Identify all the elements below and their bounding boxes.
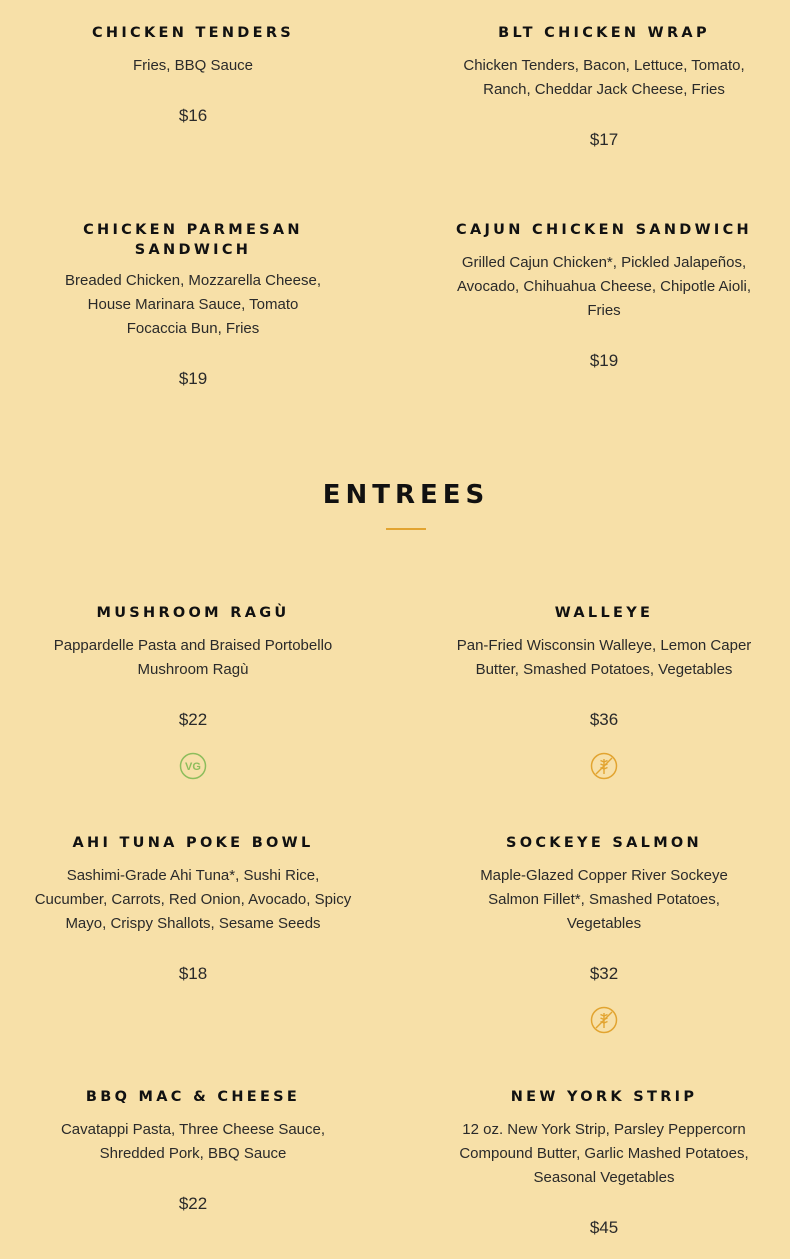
item-name: CAJUN CHICKEN SANDWICH (456, 222, 752, 238)
item-price: $36 (589, 710, 619, 729)
menu-item-chicken-parmesan-sandwich (58, 220, 328, 391)
item-name: WALLEYE (554, 605, 654, 621)
item-description: Cavatappi Pasta, Three Cheese Sauce, Shredded Pork, BBQ Sauce (60, 1121, 326, 1162)
item-description: Sashimi-Grade Ahi Tuna*, Sushi Rice, Cucumber, Carrots, Red Onion, Avocado, Spicy Mayo, Crispy Shallots, Sesame Seeds (34, 867, 352, 932)
item-description: Grilled Cajun Chicken*, Pickled Jalapeños, Avocado, Chihuahua Cheese, Chipotle Aioli, Fries (456, 254, 752, 319)
menu-item-walleye (449, 603, 759, 785)
menu-item-sockeye-salmon (449, 833, 759, 1039)
item-price: $19 (178, 369, 208, 388)
menu-item-new-york-strip (449, 1087, 759, 1240)
item-price: $19 (589, 351, 619, 370)
item-description: Chicken Tenders, Bacon, Lettuce, Tomato, Ranch, Cheddar Jack Cheese, Fries (463, 57, 745, 98)
menu-item-cajun-chicken-sandwich (449, 220, 759, 373)
item-name: SOCKEYE SALMON (505, 835, 702, 851)
gluten-free-icon (590, 752, 618, 780)
item-price: $22 (178, 710, 208, 729)
item-description: Maple-Glazed Copper River Sockeye Salmon Fillet*, Smashed Potatoes, Vegetables (480, 867, 728, 932)
menu-item-ahi-tuna-poke-bowl (33, 833, 353, 986)
section-title-entrees: ENTREES (322, 480, 490, 510)
item-description: Pan-Fried Wisconsin Walleye, Lemon Caper Butter, Smashed Potatoes, Vegetables (456, 637, 752, 678)
section-divider (386, 528, 426, 530)
item-name: BLT CHICKEN WRAP (498, 25, 710, 41)
item-price: $45 (589, 1218, 619, 1237)
item-price: $16 (178, 106, 208, 125)
item-description: Breaded Chicken, Mozzarella Cheese, House Marinara Sauce, Tomato Focaccia Bun, Fries (65, 272, 321, 337)
menu-item-bbq-mac-cheese (48, 1087, 338, 1216)
item-name: AHI TUNA POKE BOWL (72, 835, 314, 851)
item-price: $22 (178, 1194, 208, 1213)
item-name: BBQ MAC & CHEESE (85, 1089, 301, 1105)
item-name: MUSHROOM RAGÙ (96, 605, 290, 621)
menu-item-blt-chicken-wrap (449, 23, 759, 152)
item-name: CHICKEN TENDERS (91, 25, 295, 41)
svg-text:VG: VG (185, 761, 201, 773)
menu-item-mushroom-ragu (38, 603, 348, 785)
item-name: CHICKEN PARMESAN SANDWICH (83, 222, 303, 258)
menu-item-chicken-tenders (38, 23, 348, 128)
item-description: Fries, BBQ Sauce (132, 57, 254, 74)
item-price: $32 (589, 964, 619, 983)
item-price: $17 (589, 130, 619, 149)
gluten-free-icon (590, 1006, 618, 1034)
item-name: NEW YORK STRIP (510, 1089, 698, 1105)
vegan-badge-icon (179, 752, 207, 780)
item-price: $18 (178, 964, 208, 983)
item-description: 12 oz. New York Strip, Parsley Peppercorn Compound Butter, Garlic Mashed Potatoes, Seasonal Vegetables (459, 1121, 749, 1186)
item-description: Pappardelle Pasta and Braised Portobello Mushroom Ragù (53, 637, 333, 678)
